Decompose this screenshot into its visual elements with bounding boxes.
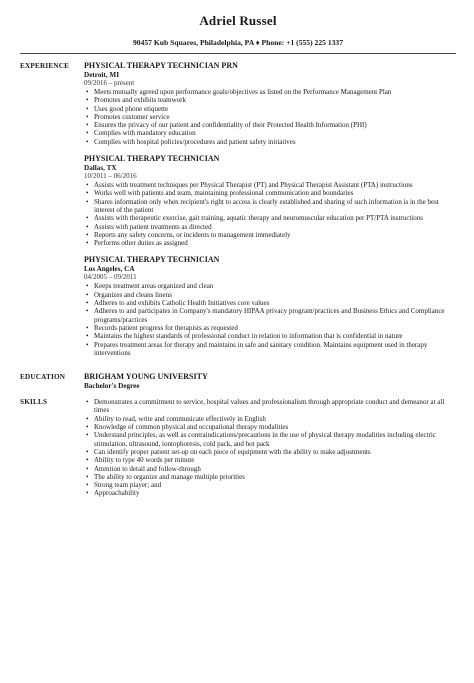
bullet-item: • Promotes and exhibits teamwork <box>84 96 456 104</box>
skills-body <box>84 397 456 498</box>
education-school: BRIGHAM YOUNG UNIVERSITY <box>84 372 208 382</box>
bullet-item: • Works well with patients and team, maintaining professional communication and boundaries <box>84 189 456 197</box>
skill-item: • The ability to organize and manage multiple priorities <box>84 473 456 481</box>
bullet-item: • Meets mutually agreed upon performance goals/objectives as listed on the Performance Management Plan <box>84 88 456 96</box>
bullet-item: • Organizes and cleans linens <box>84 291 456 299</box>
experience-section <box>20 61 456 365</box>
bullet-item: • Ensures the privacy of our patient and confidentiality of their Protected Health Information (PHI) <box>84 121 456 129</box>
bullet-item: • Adheres to and exhibits Catholic Health Initiatives core values <box>84 299 456 307</box>
bullet-item: • Assists with treatment techniques per Physical Therapist (PT) and Physical Therapist Assistant (PTA) instructions <box>84 181 456 189</box>
bullet-item: • Promotes customer service <box>84 113 456 121</box>
skill-item: • Understand principles, as well as contraindications/precautions in the use of physical therapy modalities including electric stimulation, ultrasound, iontophoresis, cold pack, and hot pack <box>84 431 456 448</box>
bullet-item: • Reports any safety concerns, or incidents to management immediately <box>84 231 456 239</box>
bullet-item: • Maintains the highest standards of professional conduct in relation to information that is confidential in nature <box>84 332 456 340</box>
job-entry <box>84 154 456 247</box>
job-entry <box>84 61 456 146</box>
bullet-item: • Keeps treatment areas organized and clean <box>84 282 456 290</box>
job-bullets <box>84 181 456 247</box>
job-bullets <box>84 88 456 146</box>
experience-heading: EXPERIENCE <box>20 62 70 70</box>
skill-item: • Ability to read, write and communicate effectively in English <box>84 415 456 423</box>
resume-header <box>20 13 456 48</box>
job-title: PHYSICAL THERAPY TECHNICIAN PRN <box>84 61 238 70</box>
skill-item: • Approachability <box>84 489 456 497</box>
job-title: PHYSICAL THERAPY TECHNICIAN <box>84 154 220 164</box>
skill-item: • Strong team player; and <box>84 481 456 489</box>
job-location: Dallas, TX <box>84 164 117 173</box>
bullet-item: • Performs other duties as assigned <box>84 239 456 247</box>
bullet-item: • Assists with patient treatments as directed <box>84 223 456 231</box>
skill-item: • Can identify proper patient set-up on each piece of equipment with the ability to make adjustments <box>84 448 456 456</box>
skill-item: • Knowledge of common physical and occupational therapy modalities <box>84 423 456 431</box>
job-dates: 10/2011 – 06/2016 <box>84 172 137 181</box>
candidate-name: Adriel Russel <box>199 13 277 28</box>
skills-section <box>20 397 456 498</box>
job-dates: 09/2016 – present <box>84 79 135 87</box>
bullet-item: • Records patient progress for therapists as requested <box>84 324 456 332</box>
contact-line: 90457 Kub Squares, Philadelphia, PA ♦ Phone: +1 (555) 225 1337 <box>132 38 344 47</box>
education-section <box>20 372 456 390</box>
skills-list <box>84 398 456 498</box>
experience-list <box>84 61 456 365</box>
bullet-item: • Prepares treatment areas for therapy and maintains in safe and sanitary condition. Maintains equipment used in therapy interventions <box>84 341 456 358</box>
bullet-item: • Complies with hospital policies/procedures and patient safety initiatives <box>84 138 456 146</box>
education-entry <box>84 372 456 390</box>
job-dates: 04/2005 – 09/2011 <box>84 273 137 282</box>
skill-item: • Ability to type 40 words per minute <box>84 456 456 464</box>
bullet-item: • Assists with therapeutic exercise, gait training, aquatic therapy and neuromuscular education per PT/PTA instructions <box>84 214 456 222</box>
job-entry <box>84 255 456 357</box>
skill-item: • Attention to detail and follow-through <box>84 465 456 473</box>
bullet-item: • Complies with mandatory education <box>84 129 456 137</box>
skill-item: • Demonstrates a commitment to service, hospital values and professionalism through appropriate conduct and demeanor at all times <box>84 398 456 415</box>
bullet-item: • Adheres to and participates in Company's mandatory HIPAA privacy program/practices and Business Ethics and Compliance programs/practices <box>84 307 456 324</box>
header-divider <box>20 53 456 54</box>
job-title: PHYSICAL THERAPY TECHNICIAN <box>84 255 220 265</box>
skills-heading: SKILLS <box>20 398 48 407</box>
education-degree: Bachelor's Degree <box>84 382 140 391</box>
bullet-item: • Shares information only when recipient's right to access is clearly established and sharing of such information is in the best interest of the patient <box>84 198 456 215</box>
job-bullets <box>84 282 456 357</box>
education-heading: EDUCATION <box>20 373 66 382</box>
job-location: Los Angeles, CA <box>84 265 135 274</box>
bullet-item: • Uses good phone etiquette <box>84 105 456 113</box>
job-location: Detroit, MI <box>84 71 119 79</box>
